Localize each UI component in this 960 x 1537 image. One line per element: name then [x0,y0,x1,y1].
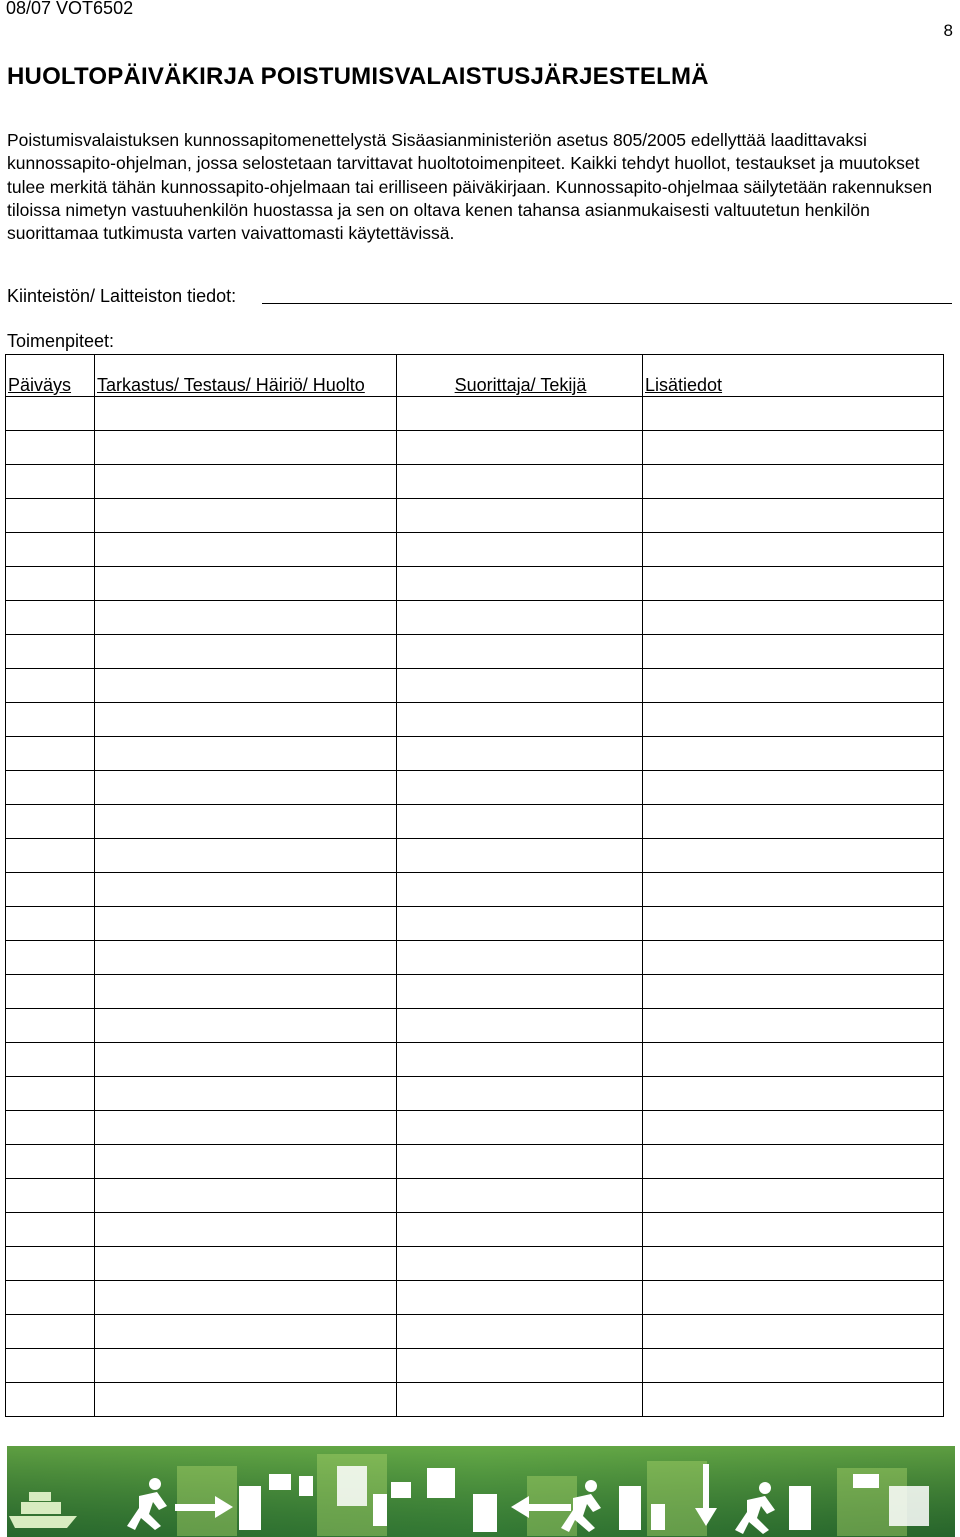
property-info-field[interactable] [262,303,952,304]
type-cell[interactable] [95,1247,397,1281]
table-row [6,941,944,975]
date-cell[interactable] [6,1383,95,1417]
type-cell[interactable] [95,1349,397,1383]
date-cell[interactable] [6,1145,95,1179]
date-cell[interactable] [6,601,95,635]
notes-cell[interactable] [643,873,944,907]
type-cell[interactable] [95,941,397,975]
notes-cell[interactable] [643,1383,944,1417]
table-row [6,1043,944,1077]
date-cell[interactable] [6,431,95,465]
table-header-row [6,355,944,397]
notes-cell[interactable] [643,1281,944,1315]
type-cell[interactable] [95,1077,397,1111]
performer-cell[interactable] [397,499,643,533]
type-cell[interactable] [95,533,397,567]
type-cell[interactable] [95,1315,397,1349]
performer-cell[interactable] [397,873,643,907]
date-cell[interactable] [6,1043,95,1077]
table-row [6,465,944,499]
table-row [6,1179,944,1213]
notes-cell[interactable] [643,737,944,771]
type-cell[interactable] [95,805,397,839]
table-row [6,1077,944,1111]
notes-cell[interactable] [643,1247,944,1281]
performer-cell[interactable] [397,1145,643,1179]
performer-cell[interactable] [397,703,643,737]
type-cell[interactable] [95,975,397,1009]
column-header-notes: Lisätiedot [643,355,944,397]
type-cell[interactable] [95,703,397,737]
date-cell[interactable] [6,1179,95,1213]
type-cell[interactable] [95,1281,397,1315]
date-cell[interactable] [6,1247,95,1281]
date-cell[interactable] [6,1349,95,1383]
maintenance-log-table [5,354,944,1417]
table-row [6,635,944,669]
date-cell[interactable] [6,1077,95,1111]
performer-cell[interactable] [397,397,643,431]
notes-cell[interactable] [643,1145,944,1179]
type-cell[interactable] [95,567,397,601]
notes-cell[interactable] [643,601,944,635]
type-cell[interactable] [95,873,397,907]
type-cell[interactable] [95,907,397,941]
date-cell[interactable] [6,805,95,839]
table-row [6,533,944,567]
type-cell[interactable] [95,1383,397,1417]
date-cell[interactable] [6,975,95,1009]
notes-cell[interactable] [643,839,944,873]
date-cell[interactable] [6,567,95,601]
table-row [6,703,944,737]
performer-cell[interactable] [397,533,643,567]
performer-cell[interactable] [397,567,643,601]
table-row [6,669,944,703]
date-cell[interactable] [6,873,95,907]
performer-cell[interactable] [397,805,643,839]
table-row [6,907,944,941]
performer-cell[interactable] [397,1281,643,1315]
type-cell[interactable] [95,1213,397,1247]
notes-cell[interactable] [643,1179,944,1213]
notes-cell[interactable] [643,567,944,601]
performer-cell[interactable] [397,839,643,873]
performer-cell[interactable] [397,635,643,669]
performer-cell[interactable] [397,1077,643,1111]
notes-cell[interactable] [643,941,944,975]
notes-cell[interactable] [643,771,944,805]
page-title: HUOLTOPÄIVÄKIRJA POISTUMISVALAISTUSJÄRJESTELMÄ [7,63,709,90]
notes-cell[interactable] [643,1111,944,1145]
table-row [6,601,944,635]
table-row [6,1111,944,1145]
table-row [6,567,944,601]
performer-cell[interactable] [397,907,643,941]
column-header-type: Tarkastus/ Testaus/ Häiriö/ Huolto [95,355,397,397]
table-row [6,1009,944,1043]
notes-cell[interactable] [643,805,944,839]
performer-cell[interactable] [397,431,643,465]
date-cell[interactable] [6,465,95,499]
type-cell[interactable] [95,1179,397,1213]
table-row [6,397,944,431]
date-cell[interactable] [6,499,95,533]
performer-cell[interactable] [397,1009,643,1043]
date-cell[interactable] [6,839,95,873]
date-cell[interactable] [6,1213,95,1247]
notes-cell[interactable] [643,975,944,1009]
performer-cell[interactable] [397,465,643,499]
type-cell[interactable] [95,1043,397,1077]
date-cell[interactable] [6,635,95,669]
notes-cell[interactable] [643,907,944,941]
date-cell[interactable] [6,703,95,737]
notes-cell[interactable] [643,465,944,499]
table-row [6,1383,944,1417]
measures-label: Toimenpiteet: [7,331,115,351]
table-row [6,873,944,907]
notes-cell[interactable] [643,431,944,465]
date-cell[interactable] [6,907,95,941]
table-row [6,805,944,839]
date-cell[interactable] [6,1111,95,1145]
table-row [6,1247,944,1281]
document-reference: 08/07 VOT6502 [6,0,134,18]
date-cell[interactable] [6,397,95,431]
date-cell[interactable] [6,1315,95,1349]
performer-cell[interactable] [397,1383,643,1417]
intro-paragraph: Poistumisvalaistuksen kunnossapitomenettelystä Sisäasianministeriön asetus 805/2005 edellyttää laadittavaksi kunnossapito-ohjelman, jossa selostetaan tarvittavat huoltotoimenpiteet. Kaikki tehdyt huollot, testaukset ja muutokset tulee merkitä tähän kunnossapito-ohjelmaan tai erilliseen päiväkirjaan. Kunnossapito-ohjelmaa säilytetään rakennuksen tiloissa nimetyn vastuuhenkilön huostassa ja sen on oltava kenen tahansa asianmukaisesti valtuutetun henkilön suorittamaa tutkimusta varten vaivattomasti käytettävissä. [7,130,933,244]
date-cell[interactable] [6,941,95,975]
date-cell[interactable] [6,771,95,805]
table-row [6,737,944,771]
date-cell[interactable] [6,1009,95,1043]
performer-cell[interactable] [397,1043,643,1077]
notes-cell[interactable] [643,1077,944,1111]
notes-cell[interactable] [643,1315,944,1349]
type-cell[interactable] [95,465,397,499]
table-row [6,499,944,533]
performer-cell[interactable] [397,1349,643,1383]
type-cell[interactable] [95,1145,397,1179]
performer-cell[interactable] [397,975,643,1009]
performer-cell[interactable] [397,1213,643,1247]
table-row [6,1281,944,1315]
date-cell[interactable] [6,1281,95,1315]
performer-cell[interactable] [397,737,643,771]
column-header-date: Päiväys [6,355,95,397]
notes-cell[interactable] [643,1043,944,1077]
type-cell[interactable] [95,431,397,465]
table-row [6,1213,944,1247]
table-row [6,771,944,805]
page-number: 8 [943,21,953,40]
table-row [6,839,944,873]
type-cell[interactable] [95,839,397,873]
type-cell[interactable] [95,669,397,703]
table-row [6,1315,944,1349]
date-cell[interactable] [6,737,95,771]
type-cell[interactable] [95,737,397,771]
notes-cell[interactable] [643,1009,944,1043]
type-cell[interactable] [95,635,397,669]
performer-cell[interactable] [397,601,643,635]
type-cell[interactable] [95,771,397,805]
type-cell[interactable] [95,1009,397,1043]
table-row [6,1349,944,1383]
date-cell[interactable] [6,533,95,567]
type-cell[interactable] [95,1111,397,1145]
footer-banner [7,1446,955,1537]
property-info-label: Kiinteistön/ Laitteiston tiedot: [7,286,237,306]
performer-cell[interactable] [397,771,643,805]
date-cell[interactable] [6,669,95,703]
notes-cell[interactable] [643,669,944,703]
notes-cell[interactable] [643,533,944,567]
notes-cell[interactable] [643,1213,944,1247]
type-cell[interactable] [95,499,397,533]
performer-cell[interactable] [397,1179,643,1213]
type-cell[interactable] [95,601,397,635]
notes-cell[interactable] [643,499,944,533]
performer-cell[interactable] [397,1247,643,1281]
performer-cell[interactable] [397,1315,643,1349]
notes-cell[interactable] [643,703,944,737]
table-row [6,431,944,465]
notes-cell[interactable] [643,1349,944,1383]
performer-cell[interactable] [397,941,643,975]
column-header-performer: Suorittaja/ Tekijä [397,355,643,397]
notes-cell[interactable] [643,635,944,669]
type-cell[interactable] [95,397,397,431]
performer-cell[interactable] [397,669,643,703]
table-row [6,975,944,1009]
performer-cell[interactable] [397,1111,643,1145]
door-icon [239,1486,261,1530]
notes-cell[interactable] [643,397,944,431]
table-row [6,1145,944,1179]
